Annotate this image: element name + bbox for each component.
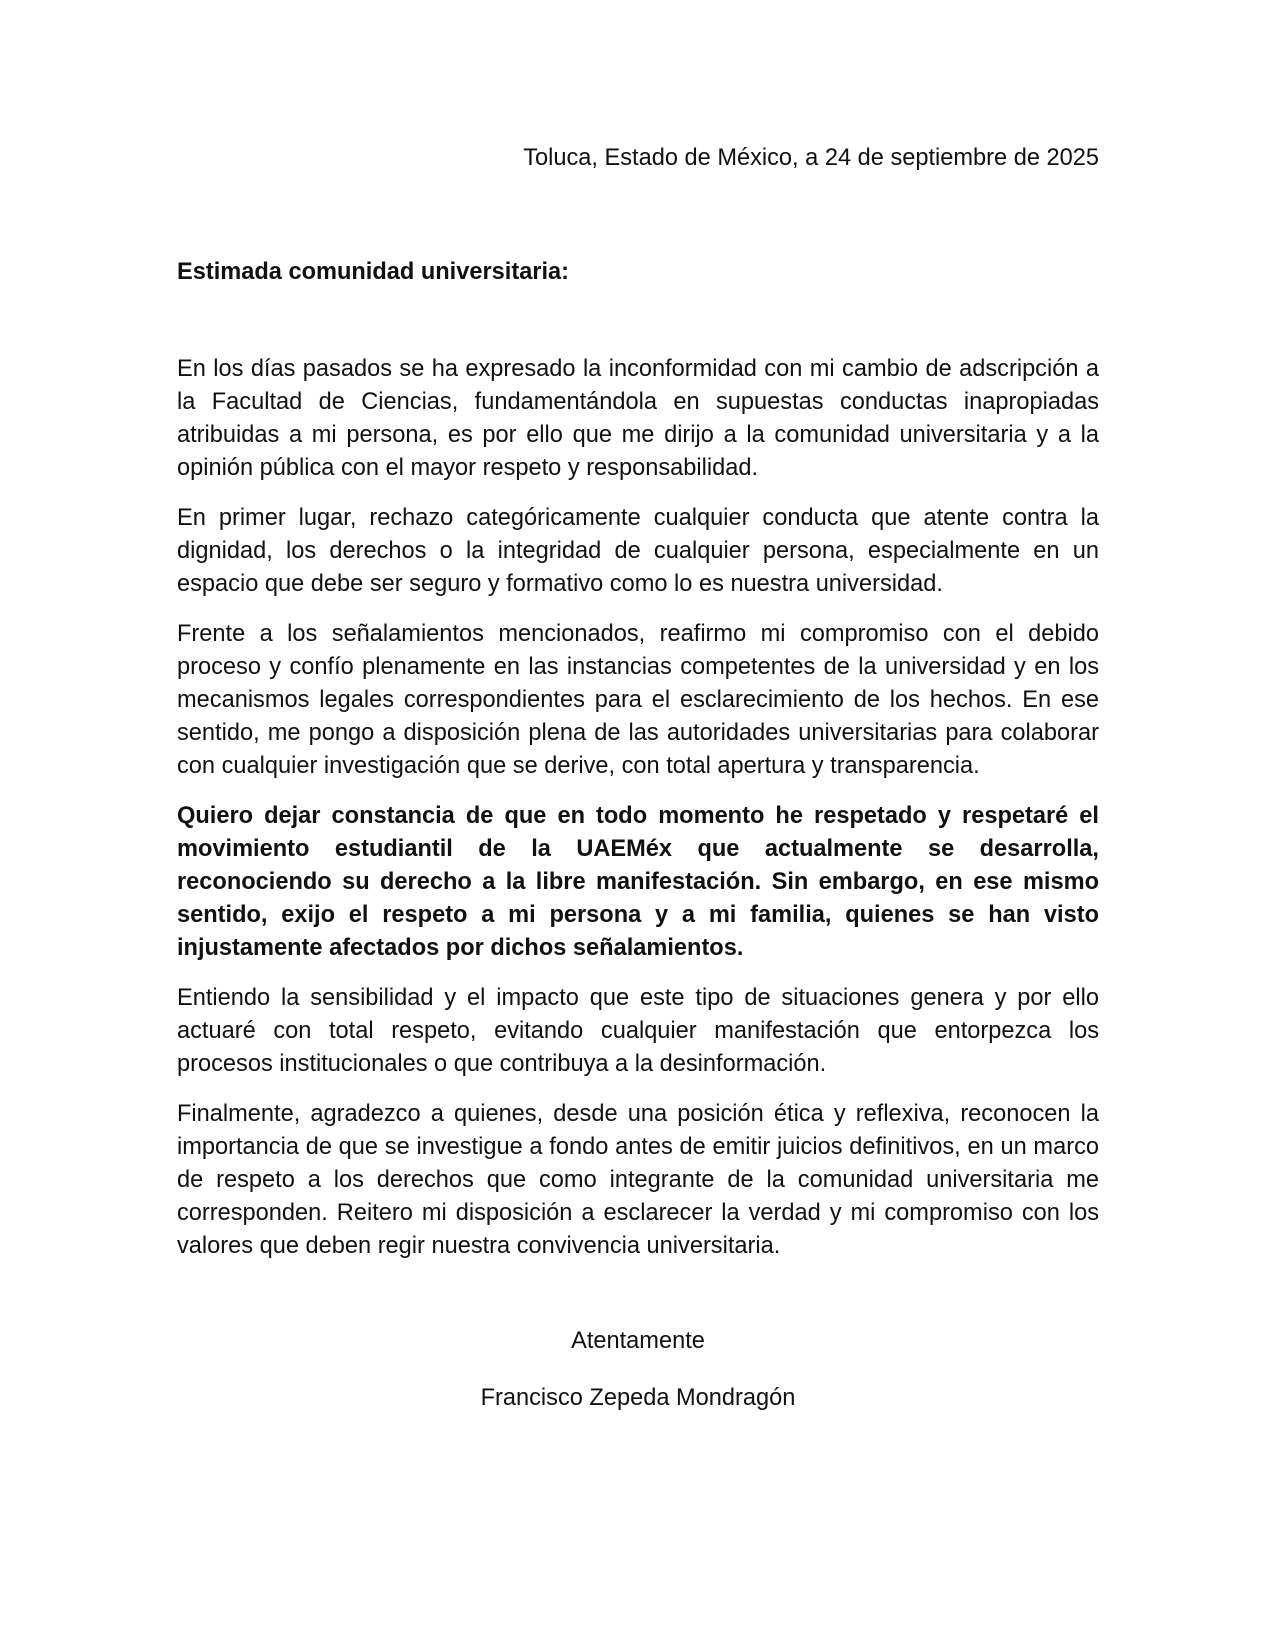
- paragraph-3: Frente a los señalamientos mencionados, reafirmo mi compromiso con el debido proceso y confío plenamente en las instancias competentes de la universidad y en los mecanismos legales correspondientes para el esclarecimiento de los hechos. En ese sentido, me pongo a disposición plena de las autoridades universitarias para colaborar con cualquier investigación que se derive, con total apertura y transparencia.: [177, 621, 1099, 779]
- signature-name: Francisco Zepeda Mondragón: [480, 1385, 796, 1411]
- place-and-date: Toluca, Estado de México, a 24 de septiembre de 2025: [523, 145, 1099, 171]
- paragraph-5: Entiendo la sensibilidad y el impacto que este tipo de situaciones genera y por ello actuaré con total respeto, evitando cualquier manifestación que entorpezca los procesos institucionales o que contribuya a la desinformación.: [177, 985, 1099, 1077]
- paragraph-6: Finalmente, agradezco a quienes, desde una posición ética y reflexiva, reconocen la importancia de que se investigue a fondo antes de emitir juicios definitivos, en un marco de respeto a los derechos que como integrante de la comunidad universitaria me corresponden. Reitero mi disposición a esclarecer la verdad y mi compromiso con los valores que deben regir nuestra convivencia universitaria.: [177, 1101, 1099, 1259]
- paragraph-2: En primer lugar, rechazo categóricamente cualquier conducta que atente contra la dignidad, los derechos o la integridad de cualquier persona, especialmente en un espacio que debe ser seguro y formativo como lo es nuestra universidad.: [177, 505, 1099, 597]
- paragraph-1: En los días pasados se ha expresado la inconformidad con mi cambio de adscripción a la Facultad de Ciencias, fundamentándola en supuestas conductas inapropiadas atribuidas a mi persona, es por ello que me dirijo a la comunidad universitaria y a la opinión pública con el mayor respeto y responsabilidad.: [177, 356, 1099, 481]
- paragraph-4-bold-statement: Quiero dejar constancia de que en todo momento he respetado y respetaré el movimiento estudiantil de la UAEMéx que actualmente se desarrolla, reconociendo su derecho a la libre manifestación. Sin embargo, en ese mismo sentido, exijo el respeto a mi persona y a mi familia, quienes se han visto injustamente afectados por dichos señalamientos.: [177, 803, 1099, 961]
- closing-farewell: Atentamente: [571, 1328, 705, 1354]
- letter-body: [177, 142, 1099, 1415]
- salutation: Estimada comunidad universitaria:: [177, 259, 570, 285]
